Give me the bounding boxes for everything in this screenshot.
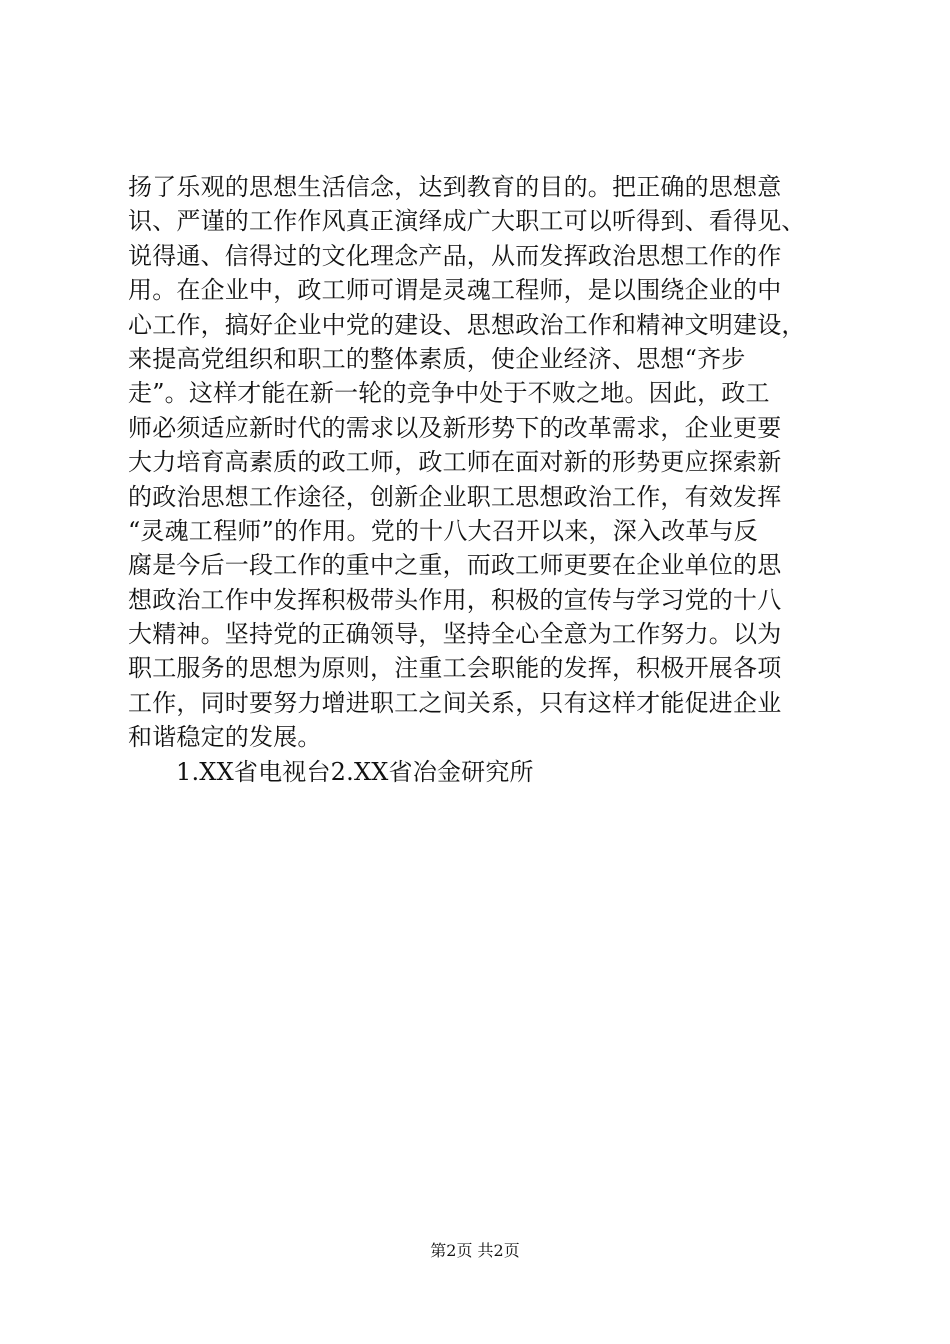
body-paragraph: [128, 170, 848, 789]
text-line: 走”。这样才能在新一轮的竞争中处于不败之地。因此，政工: [128, 379, 770, 408]
text-line: 师必须适应新时代的需求以及新形势下的改革需求，企业更要: [128, 413, 782, 442]
text-line: 用。在企业中，政工师可谓是灵魂工程师，是以围绕企业的中: [128, 276, 782, 305]
page-number-footer: 第2页 共2页: [430, 1241, 520, 1260]
text-line: “灵魂工程师”的作用。党的十八大召开以来，深入改革与反: [128, 516, 758, 545]
text-line: 大力培育高素质的政工师，政工师在面对新的形势更应探索新: [128, 448, 782, 477]
text-line: 和谐稳定的发展。: [128, 723, 322, 752]
text-line: 想政治工作中发挥积极带头作用，积极的宣传与学习党的十八: [128, 585, 782, 614]
text-line: 心工作，搞好企业中党的建设、思想政治工作和精神文明建设，: [128, 310, 806, 339]
text-line: 大精神。坚持党的正确领导，坚持全心全意为工作努力。以为: [128, 620, 782, 649]
text-line: 扬了乐观的思想生活信念，达到教育的目的。把正确的思想意: [128, 173, 782, 201]
text-line: 识、严谨的工作作风真正演绎成广大职工可以听得到、看得见、: [128, 207, 806, 236]
text-line: 来提高党组织和职工的整体素质，使企业经济、思想“齐步: [128, 344, 746, 373]
text-line: 说得通、信得过的文化理念产品，从而发挥政治思想工作的作: [128, 241, 782, 270]
text-line: 的政治思想工作途径，创新企业职工思想政治工作，有效发挥: [128, 482, 782, 511]
text-line: 腐是今后一段工作的重中之重，而政工师更要在企业单位的思: [128, 551, 782, 580]
text-line: 职工服务的思想为原则，注重工会职能的发挥，积极开展各项: [128, 654, 782, 683]
text-line: 工作，同时要努力增进职工之间关系，只有这样才能促进企业: [128, 688, 782, 717]
affiliations-line: 1.XX省电视台2.XX省冶金研究所: [176, 757, 534, 786]
